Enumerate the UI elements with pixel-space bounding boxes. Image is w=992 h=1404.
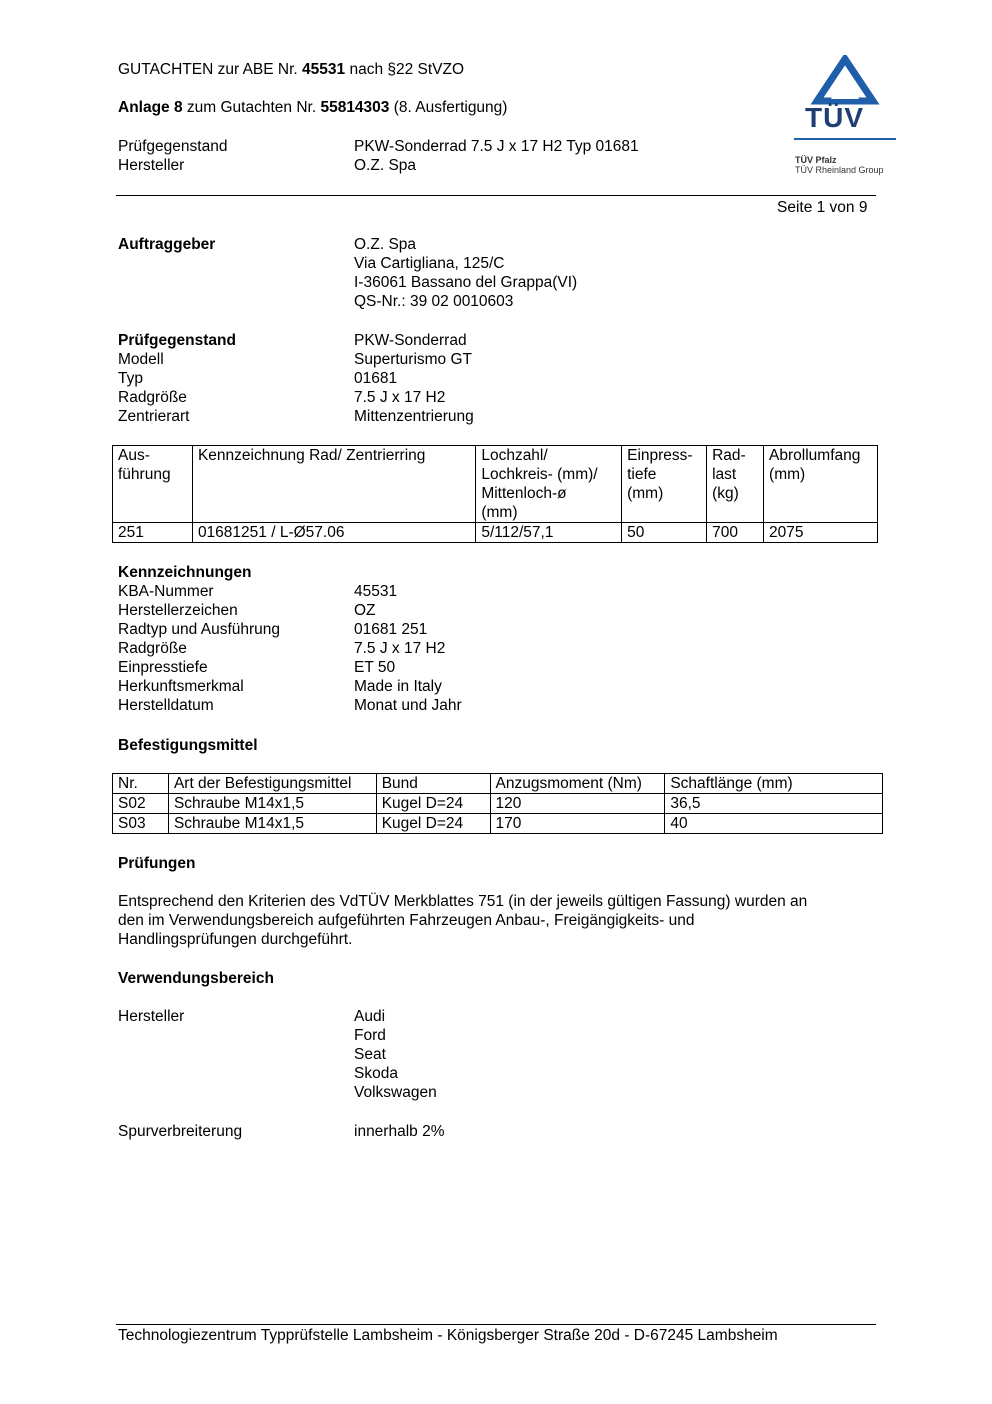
hersteller-item: Ford	[354, 1027, 386, 1044]
tuv-brand: TÜV	[805, 102, 864, 133]
radgroesse-value: 7.5 J x 17 H2	[354, 389, 446, 406]
table-cell: 2075	[764, 523, 878, 543]
auftraggeber-line: Via Cartigliana, 125/C	[354, 255, 505, 272]
header-lochzahl: Lochzahl/ Lochkreis- (mm)/ Mittenloch-ø (mm)	[476, 446, 622, 523]
typ-value: 01681	[354, 370, 398, 387]
table-cell: 01681251 / L-Ø57.06	[192, 523, 475, 543]
header-einpresstiefe: Einpress- tiefe (mm)	[622, 446, 707, 523]
table-header-row	[113, 446, 878, 523]
header-schaftlaenge: Schaftlänge (mm)	[665, 774, 883, 794]
table-row	[113, 794, 883, 814]
kennzeichnungen-title: Kennzeichnungen	[118, 564, 252, 581]
header-radlast: Rad- last (kg)	[707, 446, 764, 523]
header-line-1: GUTACHTEN zur ABE Nr. 45531 nach §22 StVZO	[118, 61, 465, 78]
verwendung-title: Verwendungsbereich	[118, 970, 274, 987]
header-hersteller-label: Hersteller	[118, 157, 185, 174]
befestigung-title: Befestigungsmittel	[118, 737, 258, 754]
spur-label: Spurverbreiterung	[118, 1123, 243, 1140]
table-header-row	[113, 774, 883, 794]
header-pruef-label: Prüfgegenstand	[118, 138, 228, 155]
table-cell: 120	[490, 794, 665, 814]
table-cell: 40	[665, 814, 883, 834]
verwendung-hersteller-label: Hersteller	[118, 1008, 185, 1025]
table-cell: S03	[113, 814, 169, 834]
kenn-label: Herstelldatum	[118, 697, 214, 714]
table-cell: Schraube M14x1,5	[168, 814, 376, 834]
kenn-value: OZ	[354, 602, 376, 619]
table-cell: Kugel D=24	[376, 814, 490, 834]
radgroesse-label: Radgröße	[118, 389, 187, 406]
spur-value: innerhalb 2%	[354, 1123, 445, 1140]
logo-sub-2: TÜV Rheinland Group	[795, 165, 884, 175]
hersteller-item: Volkswagen	[354, 1084, 437, 1101]
page-info: Seite 1 von 9	[777, 199, 868, 216]
header-line-2: Anlage 8 zum Gutachten Nr. 55814303 (8. Ausfertigung)	[118, 99, 508, 116]
table-cell: S02	[113, 794, 169, 814]
auftraggeber-label: Auftraggeber	[118, 236, 216, 253]
kenn-value: ET 50	[354, 659, 396, 676]
table-cell: 170	[490, 814, 665, 834]
kenn-value: 01681 251	[354, 621, 428, 638]
hersteller-item: Skoda	[354, 1065, 398, 1082]
header-bund: Bund	[376, 774, 490, 794]
table-cell: Kugel D=24	[376, 794, 490, 814]
header-pruef-value: PKW-Sonderrad 7.5 J x 17 H2 Typ 01681	[354, 138, 639, 155]
kenn-label: Radtyp und Ausführung	[118, 621, 281, 638]
zentrierart-value: Mittenzentrierung	[354, 408, 474, 425]
pruef-label: Prüfgegenstand	[118, 332, 236, 349]
table-cell: 700	[707, 523, 764, 543]
footer-rule	[116, 1324, 876, 1325]
kenn-label: KBA-Nummer	[118, 583, 214, 600]
table-cell: 251	[113, 523, 193, 543]
hersteller-item: Seat	[354, 1046, 386, 1063]
header-rule	[116, 195, 876, 196]
header-art: Art der Befestigungsmittel	[168, 774, 376, 794]
logo-sub-1: TÜV Pfalz	[795, 155, 837, 165]
kenn-value: 7.5 J x 17 H2	[354, 640, 446, 657]
zentrierart-label: Zentrierart	[118, 408, 190, 425]
befestigung-table	[112, 773, 883, 834]
table-cell: 36,5	[665, 794, 883, 814]
header-hersteller-value: O.Z. Spa	[354, 157, 417, 174]
abe-number: 45531	[302, 61, 346, 78]
auftraggeber-line: I-36061 Bassano del Grappa(VI)	[354, 274, 578, 291]
header-nr: Nr.	[113, 774, 169, 794]
kenn-value: 45531	[354, 583, 398, 600]
modell-label: Modell	[118, 351, 164, 368]
header-anzugsmoment: Anzugsmoment (Nm)	[490, 774, 665, 794]
kenn-value: Monat und Jahr	[354, 697, 462, 714]
kenn-label: Herstellerzeichen	[118, 602, 238, 619]
auftraggeber-line: O.Z. Spa	[354, 236, 417, 253]
kenn-label: Herkunftsmerkmal	[118, 678, 244, 695]
pruefungen-text-line: Handlingsprüfungen durchgeführt.	[118, 931, 353, 948]
footer-text: Technologiezentrum Typprüfstelle Lambsheim - Königsberger Straße 20d - D-67245 Lambsheim	[118, 1327, 778, 1344]
pruefungen-title: Prüfungen	[118, 855, 196, 872]
table-cell: Schraube M14x1,5	[168, 794, 376, 814]
hersteller-item: Audi	[354, 1008, 386, 1025]
gutachten-number: 55814303	[320, 99, 390, 116]
rad-table	[112, 445, 878, 543]
table-cell: 50	[622, 523, 707, 543]
tuv-logo	[793, 55, 897, 180]
typ-label: Typ	[118, 370, 143, 387]
auftraggeber-line: QS-Nr.: 39 02 0010603	[354, 293, 514, 310]
table-cell: 5/112/57,1	[476, 523, 622, 543]
kenn-label: Radgröße	[118, 640, 187, 657]
header-abrollumfang: Abrollumfang (mm)	[764, 446, 878, 523]
table-row	[113, 814, 883, 834]
table-row	[113, 523, 878, 543]
header-ausfuehrung: Aus- führung	[113, 446, 193, 523]
pruef-value: PKW-Sonderrad	[354, 332, 467, 349]
modell-value: Superturismo GT	[354, 351, 473, 368]
pruefungen-text-line: den im Verwendungsbereich aufgeführten Fahrzeugen Anbau-, Freigängigkeits- und	[118, 912, 695, 929]
logo-divider	[794, 138, 896, 140]
kenn-label: Einpresstiefe	[118, 659, 208, 676]
header-kennzeichnung: Kennzeichnung Rad/ Zentrierring	[192, 446, 475, 523]
pruefungen-text-line: Entsprechend den Kriterien des VdTÜV Merkblattes 751 (in der jeweils gültigen Fassung) wurden an	[118, 893, 808, 910]
kenn-value: Made in Italy	[354, 678, 442, 695]
